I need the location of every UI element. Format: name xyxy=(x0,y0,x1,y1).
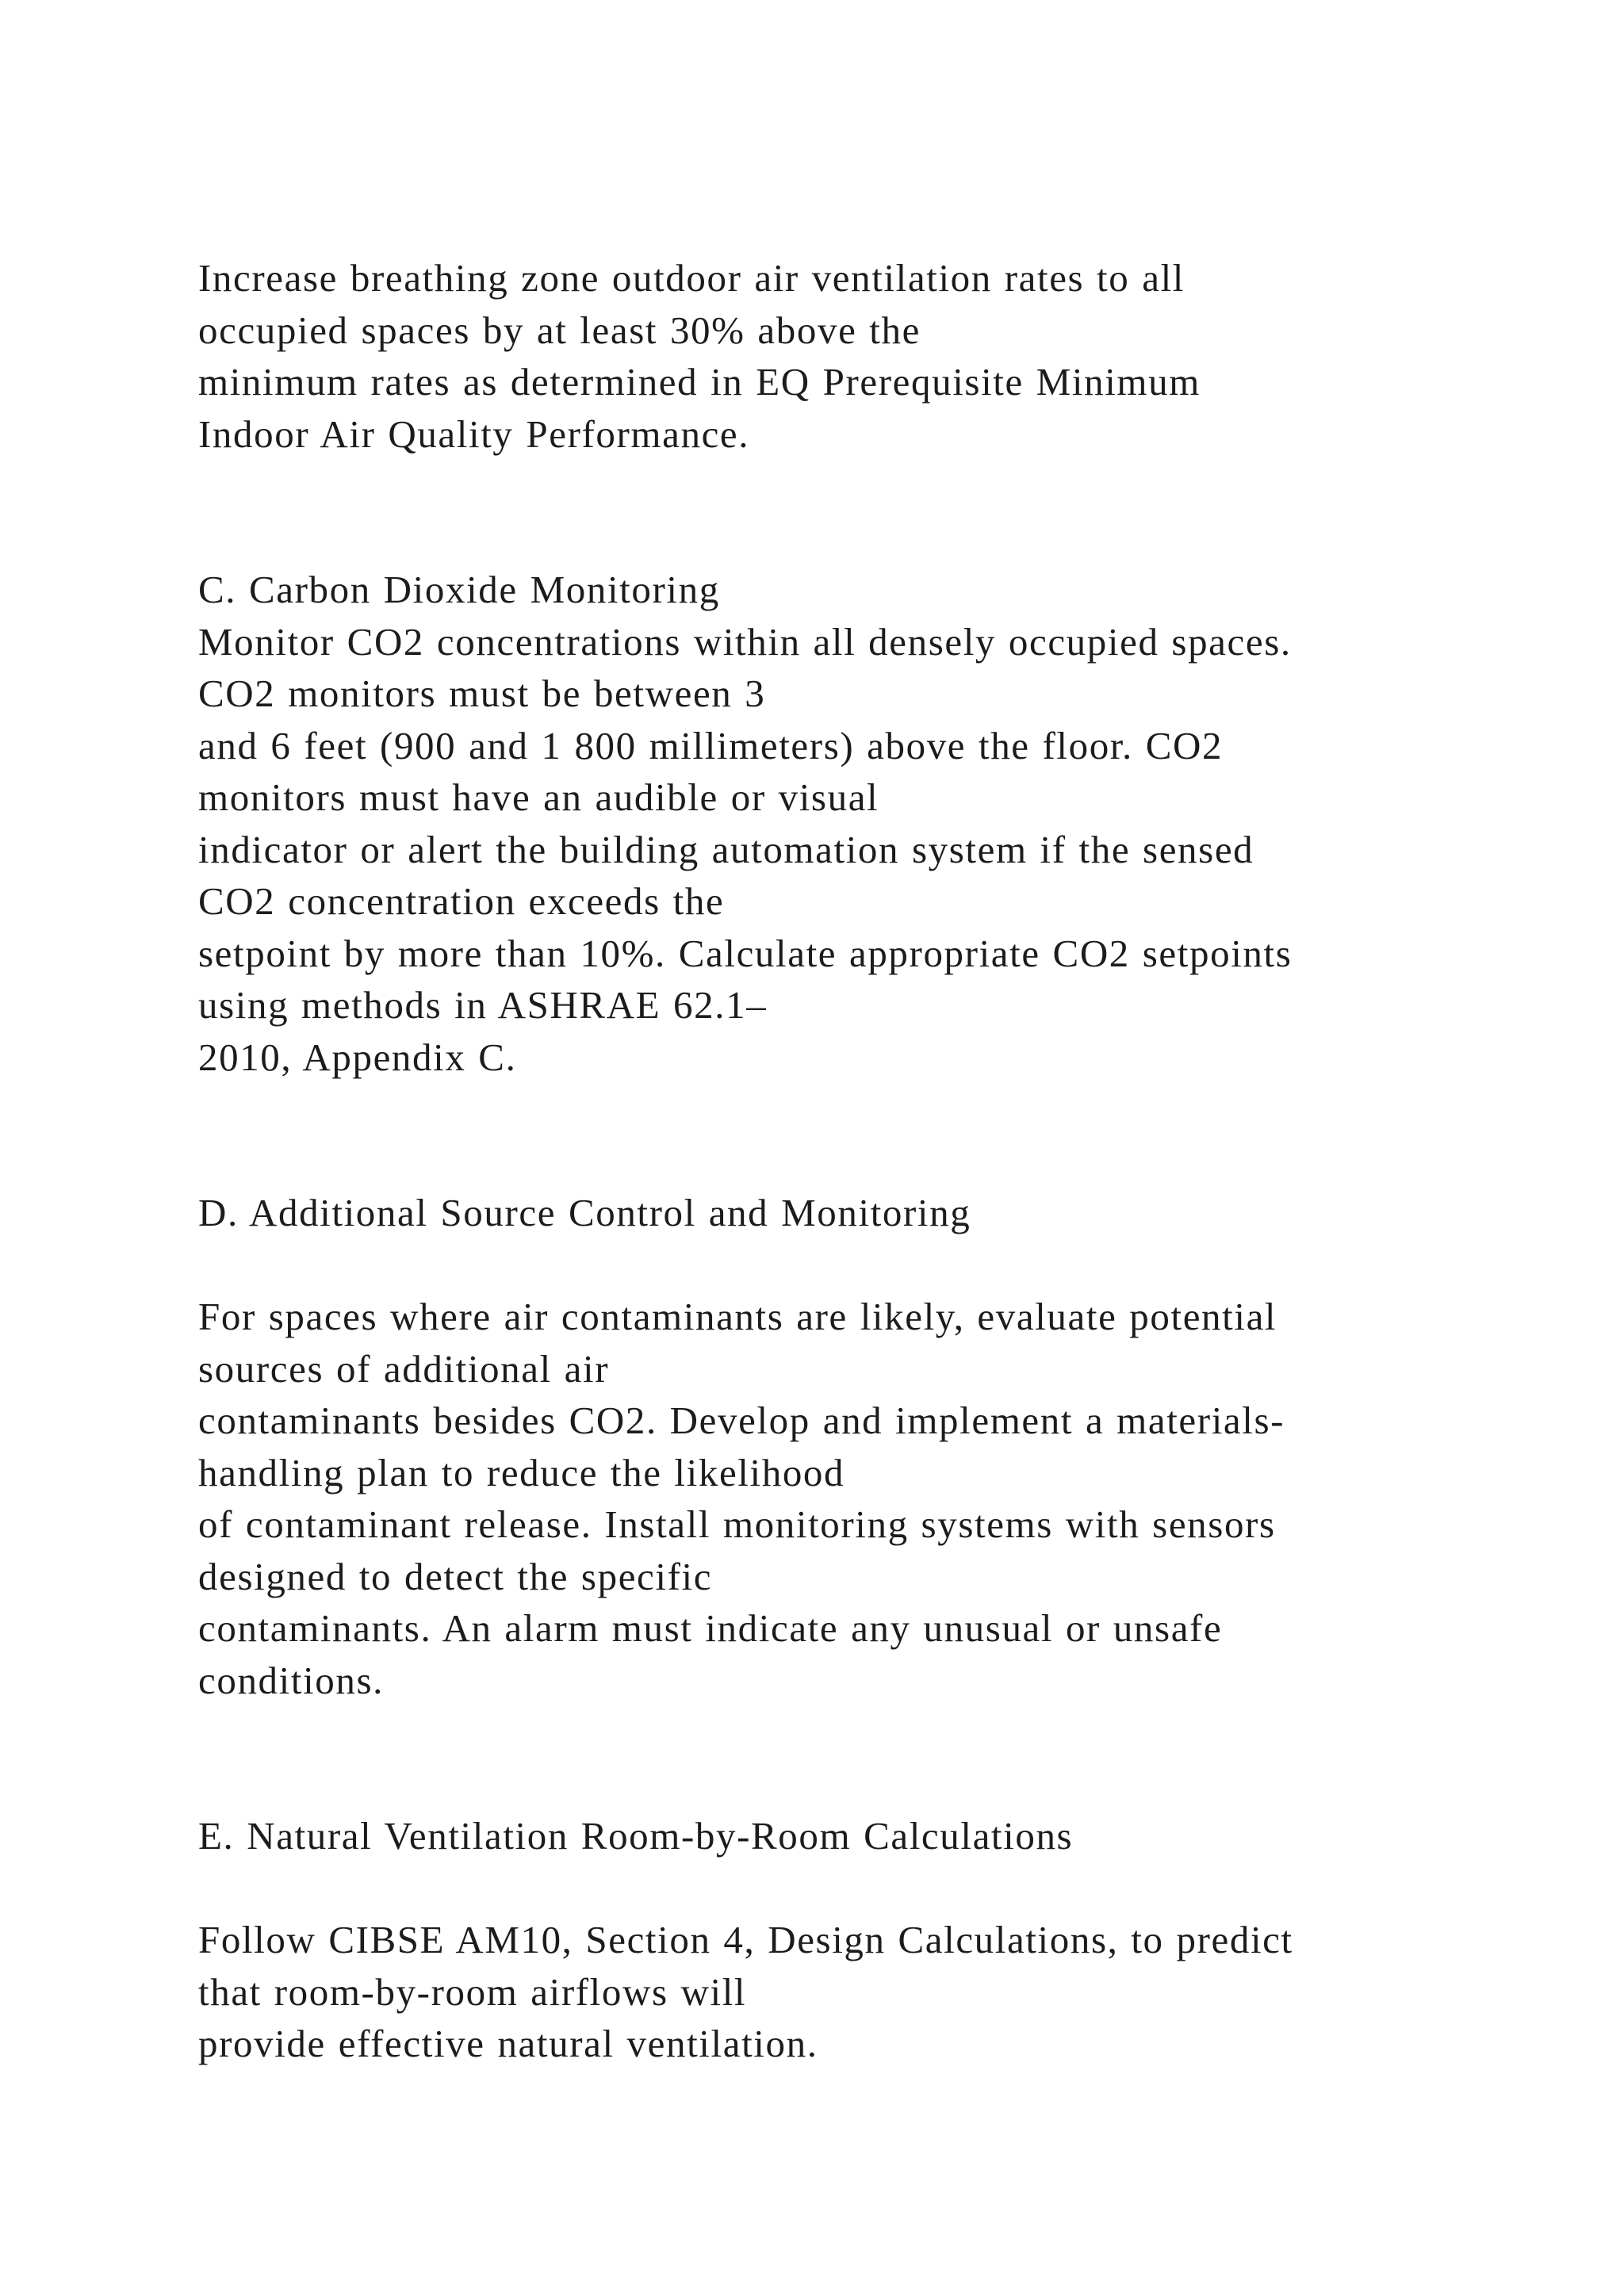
text-line: indicator or alert the building automation system if the sensed xyxy=(198,827,1254,871)
text-line: CO2 concentration exceeds the xyxy=(198,879,725,923)
section-natural-ventilation xyxy=(198,1810,1499,2070)
text-line: handling plan to reduce the likelihood xyxy=(198,1450,845,1494)
paragraph-outdoor-air xyxy=(198,252,1499,460)
text-line: For spaces where air contaminants are likely, evaluate potential xyxy=(198,1295,1277,1338)
text-line: of contaminant release. Install monitoring systems with sensors xyxy=(198,1502,1276,1546)
text-line: setpoint by more than 10%. Calculate appropriate CO2 setpoints xyxy=(198,931,1293,975)
text-line: CO2 monitors must be between 3 xyxy=(198,672,766,715)
text-line: conditions. xyxy=(198,1658,385,1702)
spacer xyxy=(198,1239,1499,1292)
section-heading: C. Carbon Dioxide Monitoring xyxy=(198,568,720,611)
section-heading: D. Additional Source Control and Monitoring xyxy=(198,1191,971,1234)
spacer xyxy=(198,1706,1499,1810)
text-line: using methods in ASHRAE 62.1– xyxy=(198,983,768,1027)
text-line: contaminants. An alarm must indicate any unusual or unsafe xyxy=(198,1606,1223,1650)
section-heading: E. Natural Ventilation Room-by-Room Calculations xyxy=(198,1814,1074,1858)
text-line: Follow CIBSE AM10, Section 4, Design Calculations, to predict xyxy=(198,1918,1293,1961)
text-line: monitors must have an audible or visual xyxy=(198,775,879,819)
text-line: and 6 feet (900 and 1 800 millimeters) above the floor. CO2 xyxy=(198,723,1224,767)
section-additional-source-control xyxy=(198,1187,1499,1706)
text-line: 2010, Appendix C. xyxy=(198,1035,517,1079)
text-line: designed to detect the specific xyxy=(198,1554,713,1598)
text-line: provide effective natural ventilation. xyxy=(198,2022,818,2065)
text-line: Increase breathing zone outdoor air ventilation rates to all xyxy=(198,256,1185,300)
spacer xyxy=(198,460,1499,564)
text-line: that room-by-room airflows will xyxy=(198,1969,747,2014)
text-line: contaminants besides CO2. Develop and implement a materials- xyxy=(198,1399,1285,1442)
text-line: sources of additional air xyxy=(198,1346,610,1391)
text-line: occupied spaces by at least 30% above the xyxy=(198,308,921,352)
section-carbon-dioxide-monitoring xyxy=(198,564,1499,1083)
document-body xyxy=(198,252,1499,2070)
spacer xyxy=(198,1083,1499,1187)
text-line: Indoor Air Quality Performance. xyxy=(198,411,750,456)
text-line: minimum rates as determined in EQ Prerequisite Minimum xyxy=(198,360,1201,404)
text-line: Monitor CO2 concentrations within all densely occupied spaces. xyxy=(198,619,1292,664)
spacer xyxy=(198,1862,1499,1915)
